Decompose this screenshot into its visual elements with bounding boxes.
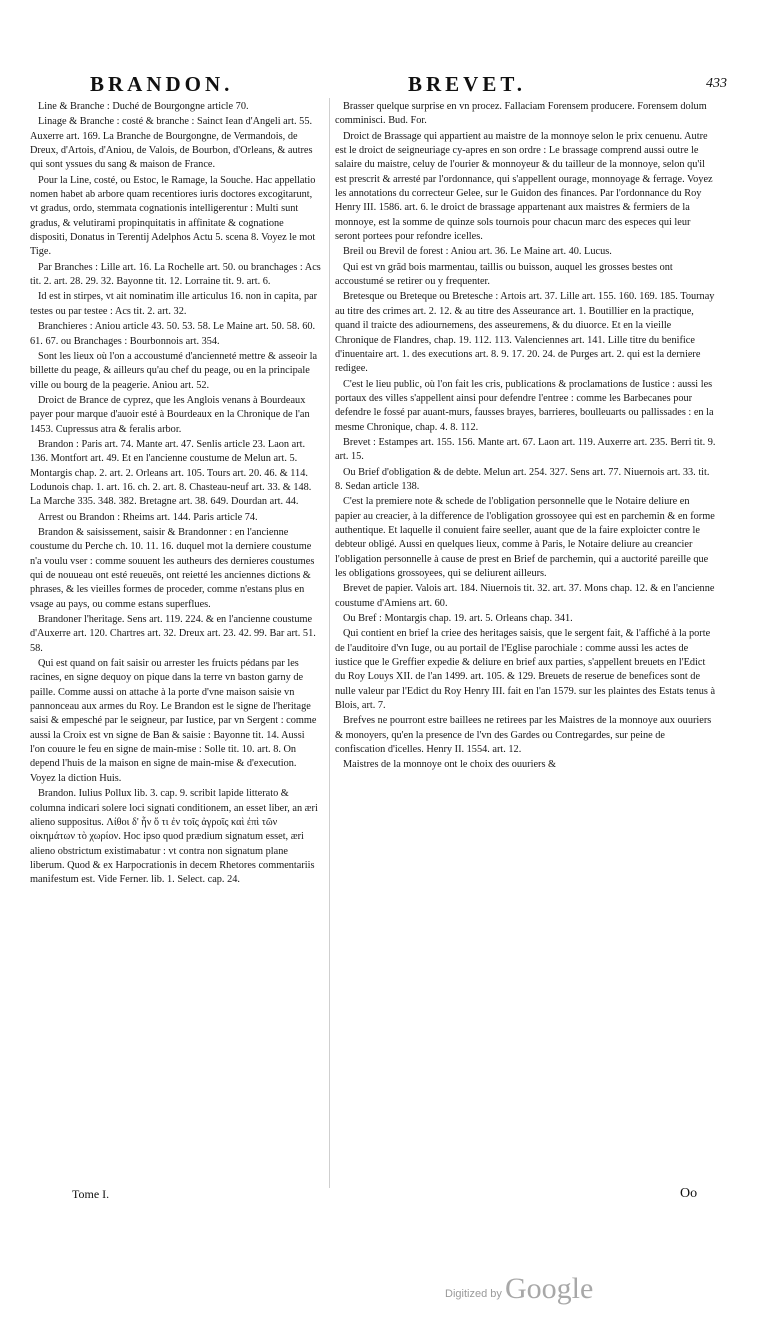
paragraph: Sont les lieux où l'on a accoustumé d'ancienneté mettre & asseoir la billette du peage, & ailleurs qu'au chef du peage, ou en la principale ville ou bourg de la peagerie. Aniou art. 52. (30, 350, 318, 391)
paragraph: Ou Bref : Montargis chap. 19. art. 5. Orleans chap. 341. (343, 613, 573, 625)
paragraph: Brevet : Estampes art. 155. 156. Mante art. 67. Laon art. 119. Auxerre art. 235. Berri tit. 9. art. 15. (335, 436, 716, 463)
page-number: 433 (706, 76, 727, 91)
paragraph: Bretesque ou Breteque ou Bretesche : Artois art. 37. Lille art. 155. 160. 169. 185. Tournay au titre des crimes art. 2. 12. & au titre des Asseurance art. 1. Boutillier en la practique, quand il traicte des adiournemens, des asseuremens, & du diuorce. Et en la vieille Chronique de Flandres, chap. 19. 112. 113. Valenciennes art. 141. Lille titre du benifice d'inuentaire art. 1. des executions art. 8. 9. 17. 20. 24. de Purges art. 2. qui est la derniere redigee. (335, 291, 715, 375)
paragraph: Droict de Brance de cyprez, que les Anglois venans à Bourdeaux payer pour marque d'auoir esté à Bourdeaux en la Chronique de l'an 1453. Cupressus atra & feralis arbor. (30, 394, 310, 435)
paragraph: Arrest ou Brandon : Rheims art. 144. Paris article 74. (38, 511, 258, 523)
paragraph: Par Branches : Lille art. 16. La Rochelle art. 50. ou branchages : Acs tit. 2. art. 28. 29. 32. Bayonne tit. 12. Lorraine tit. 9. art. 6. (30, 261, 321, 288)
paragraph: Brandon : Paris art. 74. Mante art. 47. Senlis article 23. Laon art. 136. Montfort art. 49. Et en l'ancienne coustume de Melun art. 5. Montargis chap. 2. art. 2. Orleans art. 105. Tours art. 20. 46. & 114. Lodunois chap. 1. art. 16. ch. 2. art. 8. Chasteau-neuf art. 33. & 148. La Marche 335. 348. 382. Bretagne art. 38. 649. Dourdan art. 44. (30, 438, 312, 508)
column-divider (329, 98, 330, 1188)
paragraph: Brevet de papier. Valois art. 184. Niuernois tit. 32. art. 37. Mons chap. 12. & en l'ancienne coustume d'Amiens art. 60. (335, 583, 715, 609)
paragraph: Qui est quand on fait saisir ou arrester les fruicts pédans par les racines, en signe dequoy on pique dans la terre vn baston garny de paille. Comme aussi on attache à la porte d'vne maison saisie vn pannonceau aux armes du Roy. Le Brandon est le signe de l'heritage saisi & empesché par le seigneur, par Iustice, par vn Sergent : comme aussi la Croix est vn signe de Ban & saisie : Bayonne tit. 14. Aussi l'on couure le feu en signe de main-mise : Solle tit. 10. art. 8. On depend l'huis de la maison en signe de main-mise & d'execution. Voyez la diction Huis. (30, 658, 317, 784)
paragraph: Id est in stirpes, vt ait nominatim ille articulus 16. non in capita, par testes ou par testee : Acs tit. 2. art. 32. (30, 291, 318, 317)
paragraph: Breil ou Brevil de forest : Aniou art. 36. Le Maine art. 40. Lucus. (343, 246, 612, 258)
right-column (335, 100, 717, 774)
paragraph: Ou Brief d'obligation & de debte. Melun art. 254. 327. Sens art. 77. Niuernois art. 33. tit. 8. Sedan article 138. (335, 466, 710, 492)
paragraph: C'est la premiere note & schede de l'obligation personnelle que le Notaire deliure en papier au creacier, à la difference de l'obligation grossoyee qui est en parchemin & en forme authentique. Et laquelle il conuient faire seeller, auant que de la faire exploicter contre le debteur obligé. Aussi en quelques lieux, comme à Paris, le Notaire deliure au creancier l'obligation personnelle à cause de prest en Brief de parchemin, qui a auctorité pareille que les obligations grossoyees, qui se deliurent ailleurs. (335, 496, 715, 579)
paragraph: Brefves ne pourront estre baillees ne retirees par les Maistres de la monnoye aux ouuriers & monoyers, qu'en la presence de l'vn des Gardes ou Contregardes, sur peine de confiscation d'icelles. Henry II. 1554. art. 12. (335, 715, 712, 756)
running-head-right: BREVET. (408, 72, 527, 96)
paragraph: Linage & Branche : costé & branche : Sainct Iean d'Angeli art. 55. Auxerre art. 169. La Branche de Bourgongne, de Vermandois, de Dreux, d'Artois, d'Aniou, de Valois, de Bourbon, d'Orleans, & autres qui sont yssues du sang & maison de France. (30, 116, 313, 171)
paragraph: Qui contient en brief la criee des heritages saisis, que le sergent fait, & l'affiché à la porte de l'auditoire d'vn Iuge, ou au portail de l'Eglise parochiale : comme aussi les actes de iustice que le Greffier expedie & deliure en brief aux parties, s'appellent breuets en l'Edict du Roy Louys XII. de l'an 1499. art. 105. & 129. Breuets de reserue de benefices sont de nulle valeur par l'Edict du Roy Henry III. fait en l'an 1579. sur les plaintes des Estats tenus à Blois, art. 7. (335, 628, 716, 712)
volume-mark: Tome I. (72, 1187, 110, 1201)
paragraph: Brandoner l'heritage. Sens art. 119. 224. & en l'ancienne coustume d'Auxerre art. 120. Chartres art. 32. Dreux art. 23. 42. 99. Bar art. 51. 58. (30, 614, 316, 654)
digitized-by-label: Digitized by (445, 1288, 502, 1300)
running-head-left: BRANDON. (90, 72, 234, 96)
paragraph: Qui est vn grãd bois marmentau, taillis ou buisson, auquel les grosses bestes ont accoustumé se retirer ou y frequenter. (335, 261, 673, 288)
paragraph: Brandon & saisissement, saisir & Brandonner : en l'ancienne coustume du Perche ch. 10. 11. 16. duquel mot la derniere coustume n'a voulu vser : comme souuent les autheurs des dernieres coustumes qui de nouueau ont esté reueuës, ont reietté les anciennes dictions & phrases, & les vieilles formes de proceder, comme n'estans plus en vsage au pays, ou comme estans superflues. (30, 526, 315, 610)
paragraph: Pour la Line, costé, ou Estoc, le Ramage, la Souche. Hac appellatio nomen habet ab arbore quam recentiores iuris doctores excogitarunt, vt gradus, ordo, stemmata cognationis intelligerentur : Multi sunt gradus, & velutirami propinquitatis in affinitate & cognatione dispositi, Donatus in Terentij Adelphos Actu 5. scena 8. Voyez le mot Tige. (30, 174, 316, 258)
paragraph: Droict de Brassage qui appartient au maistre de la monnoye selon le prix cenuenu. Autre est le droict de seigneuriage cy-apres en son ordre : Le brassage comprend aussi outre le salaire du maistre, celuy de l'ourier & monnoyeur & du tailleur de la monnoye, selon qu'il est prescrit & arresté par l'ordonnance, qui s'appellent ourage, monnoyage & ferrage. Voyez les annotations du correcteur Gelee, sur le Guidon des finances. Par l'ordonnance du Roy Henry III. 1586. art. 6. le droict de brassage appartenant aux maistres & fermiers de la monnoye, est la somme de quinze sols tournois pour chacun marc des especes qui leur seront portees pour refondre icelles. (335, 130, 713, 243)
paragraph: Brasser quelque surprise en vn procez. Fallaciam Forensem producere. Forensem dolum comminisci. Bud. For. (335, 101, 707, 127)
left-column (30, 100, 322, 889)
paragraph: Maistres de la monnoye ont le choix des ouuriers & (343, 759, 557, 771)
google-watermark: Google (505, 1272, 594, 1305)
paragraph: C'est le lieu public, où l'on fait les cris, publications & proclamations de Iustice : aussi les portaux des villes s'appellent ainsi pour defendre l'entree : comme les Barbecanes pour defendre le fossé par auant-murs, fausses brayes, barrieres, boulleuarts ou pallissades : en la mesme Chronique, chap. 4. 8. 112. (335, 378, 714, 433)
paragraph: Brandon. Iulius Pollux lib. 3. cap. 9. scribit lapide litterato & columna indicari solere loci signati conditionem, an esset liber, an æri alieno suppositus. Λίθοι δ' ἦν ὅ τι ἐν τοῖς ἀγροῖς καὶ ἐπὶ τῶν οἰκημάτων τὸ χωρίον. Hoc ipso quod prædium signatum esset, æri alieno obstrictum existimabatur : vt contra non signatum plane liberum. Quod & ex Harpocrationis in decem Rhetores commentariis manifestum est. Vide Ferner. lib. 1. Select. cap. 24. (30, 788, 318, 886)
signature-mark: Oo (680, 1186, 698, 1201)
paragraph: Line & Branche : Duché de Bourgongne article 70. (38, 101, 249, 112)
paragraph: Branchieres : Aniou article 43. 50. 53. 58. Le Maine art. 50. 58. 60. 61. 67. ou Branchages : Bourbonnois art. 354. (30, 321, 316, 347)
